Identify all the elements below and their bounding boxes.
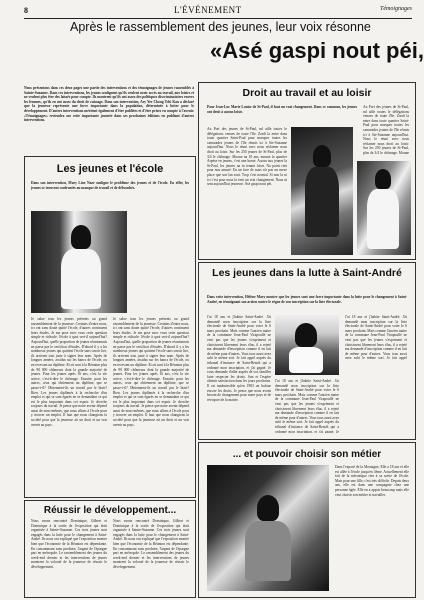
- newspaper-name: Témoignages: [380, 6, 412, 12]
- lutte-body-col3: J'ai 18 ans et j'habite Saint-André. J'ai demandé mon inscription sur la liste électorale de Saint-André pour voter le 6 mars prochain. Mais comme l'ancien maire de la commune Jean-Paul Virapoullé ne veut pas que les jeunes s'expriment et choisissent librement leurs élus, il a rejeté ma demande d'inscription comme il en fait de même pour d'autres. Vous tous aussi avez subi le même sort. Je fait appel: [345, 315, 407, 361]
- lutte-title: Les jeunes dans la lutte à Saint-André: [212, 267, 402, 279]
- metier-photo-mechanic: [207, 465, 329, 591]
- travail-body-col3: Au Port des jeunes de St-Paul, ml aille toutes le délégations venues de toute l'île. Zardi la entre dans toute quartier Saint-Paul pour marquer toutes les camarades jeunes de l'île réunis ici à Ste-Suzanne aujourd'hui. Nous le réuni avec nous réclamer nous droit au loisir. Sur les 250 jeunes de St-Paul, plus de 3/4 le chômage. Moune: [363, 105, 409, 155]
- developpement-body-col1: Nous avons rencontré Dominique, Gilbert et Dominique à la sortie de l'exposition qui était organisée à Sainte-Suzanne. Ces trois jeunes sont engagés dans la lutte pour le changement à Saint-André. Ils nous ont expliqué que l'exposition montre bien que l'économie de la Réunion est dépendante. En consommant sans produire, l'argent de l'épargne part en métropole. Le rassemblement des jeunes du week-end dernier et les interventions de jeunes montrent la volonté de la jeunesse de réussir le développement.: [31, 519, 107, 569]
- travail-photo-man: [357, 161, 411, 255]
- ecole-box: [24, 156, 196, 498]
- travail-box: [198, 82, 416, 260]
- developpement-title: Réussir le développement...: [43, 505, 177, 516]
- intro-paragraph: Nous présentons dans ces deux pages une partie des interventions et des témoignages de jeunes rassemblés à Sainte-Suzanne. Dans ces interventions, les jeunes soulignent qu'ils veulent avoir accès au travail, aux loisirs et ne veulent plus être des laissés pour compte. Ils montrent qu'ils ont assez des politiques discriminatoires envers les femmes, qu'ils en ont assez du droit de cuissage. Dans son intervention, Ary Yee Chong Tchi Kan a déclaré que la jeunesse représente une force importante dans la population, déterminée à lutter pour le développement. D'autres interventions méritent également d'être publiées et d'être prises en compte à l'avenir. «Témoignages» reviendra sur cette importante journée dans ses prochaines éditions en publiant d'autres interventions.: [24, 86, 194, 123]
- lutte-box: [198, 262, 416, 440]
- ecole-title: Les jeunes et l'école: [56, 163, 164, 175]
- metier-box: [198, 442, 416, 598]
- page-number: 8: [24, 6, 28, 15]
- lutte-lead: Dans cette intervention, Hélène Mary montre que les jeunes sont une force importante dans la lutte pour le changement à Saint-André, en témoignant son action contre le règne de son inscription sur la liste électorale.: [207, 295, 407, 304]
- section-rubric: L'ÉVÉNEMENT: [174, 5, 242, 15]
- travail-body: Au Port des jeunes de St-Paul, ml aille toutes le délégations venues de toute l'île. Zardi la entre dans toute quartier Saint-Paul pour marquer toutes les camarades jeunes de l'île réunis ici à Ste-Suzanne aujourd'hui. Nous le réuni avec nous réclamer nous droit au loisir. Sur les 250 jeunes de St-Paul, plus de 3/4 le chômage. Moune na 10 ans, moune la quartier Arpèse en jeunes, c'est une honte. Aucun aux jeunes la St-Paul, les jeunes na in tenant loisir. Na point rien pour nou amusé. En un face de nous n'a pas un mexe place que son lan sont. Trop c'est normal. Si nou la ni ici c'est pour nous la vent un vrai changement. Nous ni sent aujourd'hui jeunesse. Asé gaspi nout péi.: [207, 127, 287, 187]
- ecole-body-col2: Je salue tous les jeunes présents au grand rassemblement de la jeunesse. Certains d'entre nous, ici ont sans doute quitté l'école, d'autres continuent leurs études. Je me pose avec vous cette question simple et ridicule: l'école à quoi sert-il aujourd'hui? Aujourd'hui, quelle proportion de jeunes réunionnais ne passe pas le certificat d'études. D'abord il y a les nombreux jeunes qui quittent l'école sans savoir lire, ils arrivent tout juste à signer leur nom. Après de longues années, assidus sur les bancs de l'école, ou en recevant un diplôme. Et où sont à la Réunion plus de 90 000 chômeurs dont la grande majorité de jeunes. Pour les jeunes après 16 ans, c'est la vie active, c'est-à-dire le chômage. Ensuite, pour les autres, ceux qui obtiennent un diplôme, que se passe-t-il? Obtiennent-ils un travail par le biais? Rien. Les jeunes diplômés à la recherche d'un emploi et qui se sont égarés en se demandant ce qui est le plus important dans cet espoir. Je cherche toujours du travail. Je pense que notre avenir dépend aussi de nous-mêmes, que nous allons à l'école pour y trouver un emploi. Il faut que nous changions la société pour que la jeunesse ait un droit et un vrai avenir au pays.: [113, 317, 189, 427]
- developpement-box: [24, 500, 196, 598]
- travail-photo-woman: [291, 127, 353, 255]
- lutte-body-col2: J'ai 18 ans et j'habite Saint-André. J'ai demandé mon inscription sur la liste électorale de Saint-André pour voter le 6 mars prochain. Mais comme l'ancien maire de la commune Jean-Paul Virapoullé ne veut pas que les jeunes s'expriment et choisissent librement leurs élus, il a rejeté ma demande d'inscription comme il en fait de même pour d'autres. Vous tous aussi avez subi le même sort. Je fait appel auprès du tribunal d'instance de Saint-Benoît qui a ordonné mon inscription, et j'ai gagné. Je: [275, 379, 339, 433]
- article-headline: «Asé gaspi nout péi,: [210, 38, 424, 63]
- lutte-photo-young-woman: [275, 315, 339, 375]
- developpement-body-col2: Nous avons rencontré Dominique, Gilbert et Dominique à la sortie de l'exposition qui était organisée à Sainte-Suzanne. Ces trois jeunes sont engagés dans la lutte pour le changement à Saint-André. Ils nous ont expliqué que l'exposition montre bien que l'économie de la Réunion est dépendante. En consommant sans produire, l'argent de l'épargne part en métropole. Le rassemblement des jeunes du week-end dernier et les interventions de jeunes montrent la volonté de la jeunesse de réussir le développement.: [113, 519, 189, 569]
- ecole-body-col1: Je salue tous les jeunes présents au grand rassemblement de la jeunesse. Certains d'entre nous, ici ont sans doute quitté l'école, d'autres continuent leurs études. Je me pose avec vous cette question simple et ridicule: l'école à quoi sert-il aujourd'hui? Aujourd'hui, quelle proportion de jeunes réunionnais ne passe pas le certificat d'études. D'abord il y a les nombreux jeunes qui quittent l'école sans savoir lire, ils arrivent tout juste à signer leur nom. Après de longues années, assidus sur les bancs de l'école, ou en recevant un diplôme. Et où sont à la Réunion plus de 90 000 chômeurs dont la grande majorité de jeunes. Pour les jeunes après 16 ans, c'est la vie active, c'est-à-dire le chômage. Ensuite, pour les autres, ceux qui obtiennent un diplôme, que se passe-t-il? Obtiennent-ils un travail par le biais? Rien. Les jeunes diplômés à la recherche d'un emploi et qui se sont égarés en se demandant ce qui est le plus important dans cet espoir. Je cherche toujours du travail. Je pense que notre avenir dépend aussi de nous-mêmes, que nous allons à l'école pour y trouver un emploi. Il faut que nous changions la société pour que la jeunesse ait un droit et un vrai avenir au pays.: [31, 317, 107, 427]
- ecole-photo-speaker: [31, 211, 127, 313]
- page-header: [24, 4, 412, 19]
- article-subtitle: Après le rassemblement des jeunes, leur voix résonne: [70, 20, 371, 34]
- metier-title: ... et pouvoir choisir son métier: [232, 449, 382, 460]
- metier-body: Dans l'exposé de la Montagne, Elle a 18 ans et elle est allée à l'école jusqu'en 3ème. Actuellement elle fait de la mécanique rien à sa sortie de l'école. Mais pour une fille, c'est très difficile. Depuis deux ans, elle est dans une compagnie chez une personne âgée. Elle en a appris beaucoup mais elle veut choisir son métier et travailler.: [335, 465, 409, 497]
- lutte-body-col1: J'ai 18 ans et j'habite Saint-André. J'ai demandé mon inscription sur la liste électorale de Saint-André pour voter le 6 mars prochain. Mais comme l'ancien maire de la commune Jean-Paul Virapoullé ne veut pas que les jeunes s'expriment et choisissent librement leurs élus, il a rejeté ma demande d'inscription comme il en fait de même pour d'autres. Vous tous aussi avez subi le même sort. Je fait appel auprès du tribunal d'instance de Saint-Benoît qui a ordonné mon inscription, et j'ai gagné. Je vous demande d'aller auprès de vos familles faire respecter les droits. Son et l'espère obtenir satisfaction dans les jours prochains. Il est inadmissible qu'en 1983 on bafoue encore les droits. Je pense que nous avons besoin de changement pour notre pays et de révoquer de la mairie.: [207, 315, 271, 402]
- travail-title: Droit au travail et au loisir: [242, 87, 372, 99]
- ecole-lead: Dans son intervention, Mary Line Naze souligne le problème des jeunes et de l'école. En effet, les jeunes se trouvent confrontés au manque de travail et de débouchés.: [31, 181, 189, 190]
- travail-lead: Pour Jean-Luc Marie Louise de St-Paul, il faut un vrai changement. Dans ce commun, les jeunes ont droit à aucun loisir.: [207, 105, 357, 114]
